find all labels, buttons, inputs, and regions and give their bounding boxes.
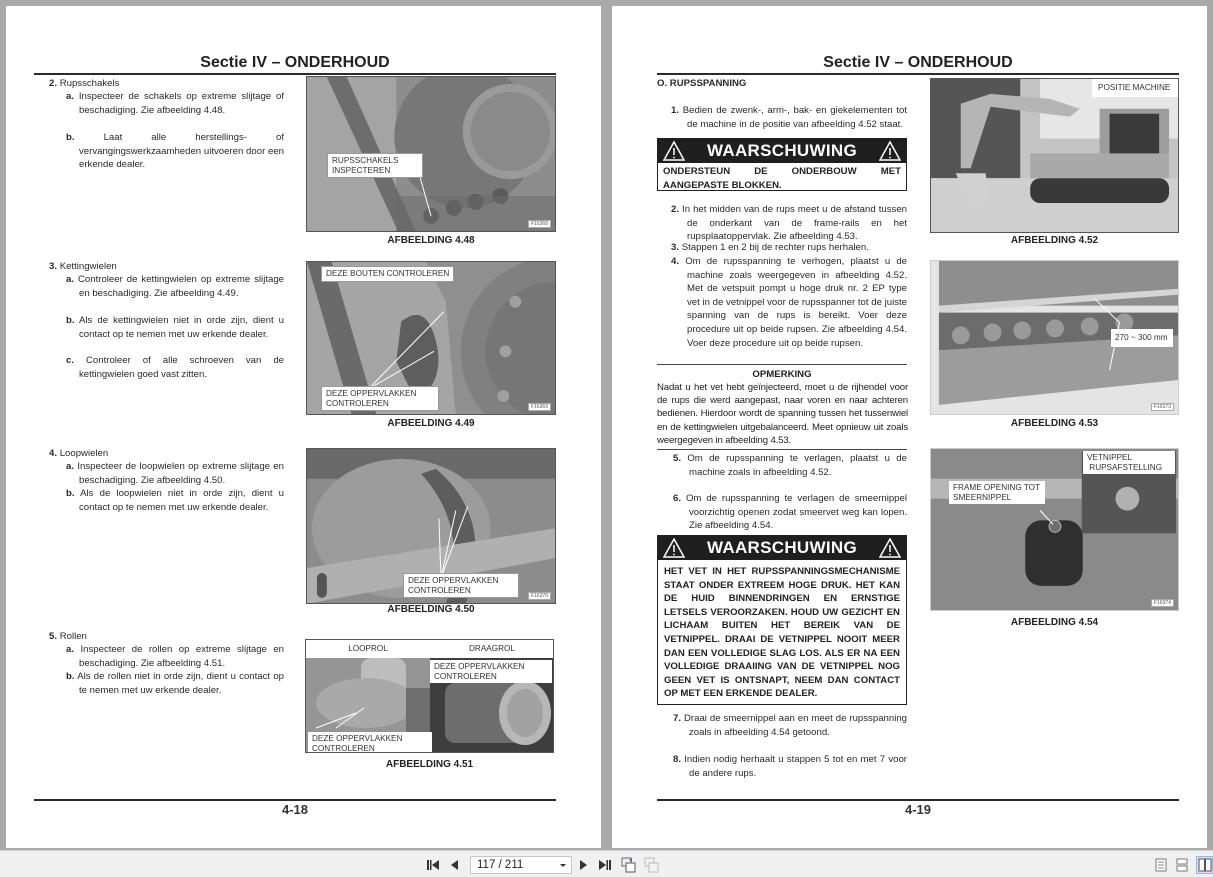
next-page-icon — [579, 859, 589, 871]
warning-box — [657, 535, 907, 705]
page-number: 4-19 — [904, 802, 932, 817]
item-heading: 4. Loopwielen — [49, 448, 109, 459]
note-title: OPMERKING — [752, 369, 812, 380]
figure-track-measurement — [930, 260, 1179, 415]
step-item: 4. Om de rupsspanning te verhogen, plaatst u de machine zoals weergegeven in afbeelding 4.52. Met de vetspuit pompt u hoge druk nr. 2 EP type vet in de vetnippel voor de rupsspanner tot de juiste spanning van de rups is bereikt. Voer deze procedure uit op beide rupsen. Zie afbeelding 4.54. Voer deze procedure uit op beide rupsen. — [671, 256, 907, 349]
rotate-view-button[interactable] — [621, 857, 637, 873]
header-rule — [34, 73, 556, 75]
document-page-left — [6, 6, 601, 848]
figure-callout: DEZE OPPERVLAKKEN CONTROLEREN — [403, 573, 519, 598]
facing-pages-view-icon — [1198, 858, 1212, 872]
step-item: 6. Om de rupsspanning te verlagen de smeernippel voorzichtig openen zodat smeervet weg kan lopen. Zie afbeelding 4.54. — [673, 493, 907, 532]
list-item: c. Controleer of alle schroeven van de kettingwielen goed vast zitten. — [66, 355, 284, 380]
section-title: Sectie IV – ONDERHOUD — [200, 54, 390, 71]
warning-title: WAARSCHUWING — [707, 141, 857, 160]
first-page-icon — [427, 859, 439, 871]
item-heading: 5. Rollen — [49, 631, 87, 642]
warning-box — [657, 138, 907, 191]
figure-sprockets — [306, 261, 556, 415]
page-number-select[interactable] — [470, 856, 572, 874]
figure-caption: AFBEELDING 4.48 — [387, 235, 475, 246]
header-rule — [657, 73, 1179, 75]
footer-rule — [34, 799, 556, 801]
figure-header-looprol: LOOPROL — [348, 644, 388, 653]
previous-page-button[interactable] — [448, 857, 460, 873]
measurement-label: 270 ~ 300 mm — [1111, 329, 1173, 347]
figure-caption: AFBEELDING 4.54 — [1010, 617, 1099, 628]
figure-caption: AFBEELDING 4.50 — [387, 604, 475, 615]
warning-header — [658, 139, 906, 163]
continuous-view-icon — [1176, 858, 1188, 872]
first-page-button[interactable] — [426, 857, 440, 873]
list-item: a. Controleer de kettingwielen op extreme slijtage en beschadiging. Zie afbeelding 4.49. — [66, 274, 284, 299]
list-item: a. Inspecteer de rollen op extreme slijtage en beschadiging. Zie afbeelding 4.51. — [66, 644, 284, 669]
figure-caption: AFBEELDING 4.52 — [1010, 235, 1099, 246]
figure-track-wheels — [306, 448, 556, 604]
warning-text: ONDERSTEUN DE ONDERBOUW MET AANGEPASTE BLOKKEN. — [663, 166, 901, 191]
viewer-toolbar — [0, 850, 1213, 877]
figure-id: F16374 — [1151, 599, 1174, 607]
document-page-right — [612, 6, 1207, 848]
figure-rollers — [305, 639, 554, 753]
figure-callout: RUPSSCHAKELS INSPECTEREN — [327, 153, 423, 178]
last-page-button[interactable] — [598, 857, 612, 873]
item-heading: 2. Rupsschakels — [49, 78, 120, 89]
note-text: Nadat u het vet hebt geïnjecteerd, moet u de rijhendel voor de rups die werd aangepast, naar voren en naar achteren bedienen. Hierdoor wordt de spanning tussen het tussenwiel en de kettingwielen uitgebalanceerd. Meet opnieuw uit zoals weergegeven in afbeelding 4.53. — [657, 382, 908, 446]
step-item: 1. Bedien de zwenk-, arm-, bak- en giekelementen tot de machine in de positie van afbeelding 4.52 staat. — [671, 105, 907, 130]
dropdown-caret-icon — [560, 864, 566, 867]
single-page-view-button[interactable] — [1154, 857, 1168, 873]
step-item: 3. Stappen 1 en 2 bij de rechter rups herhalen. — [671, 242, 869, 253]
list-item: b. Laat alle herstellings- of vervangingswerkzaamheden uitvoeren door een erkende dealer. — [66, 132, 285, 171]
figure-id: F16373 — [1151, 403, 1174, 411]
figure-callout: DEZE BOUTEN CONTROLEREN — [321, 266, 454, 282]
item-heading: 3. Kettingwielen — [49, 261, 117, 272]
warning-triangle-icon — [879, 538, 901, 558]
list-item: a. Inspecteer de loopwielen op extreme slijtage en beschadiging. Zie afbeelding 4.50. — [66, 461, 284, 486]
figure-caption: AFBEELDING 4.51 — [385, 759, 474, 770]
warning-triangle-icon — [879, 141, 901, 161]
note-rule-top — [657, 364, 907, 365]
rotate-back-button[interactable] — [644, 857, 660, 873]
step-item: 7. Draai de smeernippel aan en meet de rupsspanning zoals in afbeelding 4.54 getoond. — [673, 713, 907, 738]
warning-header — [658, 536, 906, 560]
step-item: 5. Om de rupsspanning te verlagen, plaatst u de machine zoals in afbeelding 4.52. — [673, 453, 907, 478]
figure-caption: AFBEELDING 4.53 — [1010, 418, 1099, 429]
list-item: a. Inspecteer de schakels op extreme slijtage of beschadiging. Zie afbeelding 4.48. — [66, 91, 284, 116]
warning-triangle-icon — [663, 538, 685, 558]
figure-callout: VETNIPPEL RUPSAFSTELLING — [1083, 451, 1175, 474]
excavator-photo — [931, 79, 1178, 233]
previous-page-icon — [449, 859, 459, 871]
warning-triangle-icon — [663, 141, 685, 161]
warning-title: WAARSCHUWING — [707, 538, 857, 557]
rotate-back-icon — [644, 857, 660, 873]
step-item: 8. Indien nodig herhaalt u stappen 5 tot en met 7 voor de andere rups. — [673, 754, 907, 779]
figure-callout: DEZE OPPERVLAKKEN CONTROLEREN — [308, 732, 432, 753]
list-item: b. Als de kettingwielen niet in orde zijn, dient u contact op te nemen met uw erkende dealer. — [66, 315, 285, 340]
note-rule-bottom — [657, 449, 907, 450]
list-item: b. Als de loopwielen niet in orde zijn, dient u contact op te nemen met uw erkende dealer. — [66, 488, 284, 513]
figure-caption: AFBEELDING 4.49 — [387, 418, 475, 429]
single-page-view-icon — [1155, 858, 1167, 872]
figure-id: F16369 — [528, 403, 551, 411]
footer-rule — [657, 799, 1179, 801]
list-item: b. Als de rollen niet in orde zijn, dient u contact op te nemen met uw erkende dealer. — [66, 671, 285, 696]
section-title: Sectie IV – ONDERHOUD — [823, 54, 1013, 71]
rotate-view-icon — [621, 857, 637, 873]
next-page-button[interactable] — [578, 857, 590, 873]
page-number: 4-18 — [281, 802, 309, 817]
figure-grease-nipple — [930, 448, 1179, 611]
figure-callout: DEZE OPPERVLAKKEN CONTROLEREN — [321, 386, 439, 411]
last-page-icon — [599, 859, 611, 871]
facing-pages-view-button[interactable] — [1196, 856, 1213, 874]
step-item: 2. In het midden van de rups meet u de afstand tussen de onderkant van de frame-rails en het rupsplaatoppervlak. Zie afbeelding 4.53. — [671, 204, 907, 243]
figure-track-links — [306, 76, 556, 232]
figure-header-draagrol: DRAAGROL — [469, 644, 515, 653]
continuous-view-button[interactable] — [1175, 857, 1189, 873]
page-indicator: 117 / 211 — [477, 859, 524, 871]
figure-machine-position — [930, 78, 1179, 233]
figure-id: F16368 — [528, 220, 551, 228]
warning-text: HET VET IN HET RUPSSPANNINGSMECHANISME STAAT ONDER EXTREEM HOGE DRUK. HET KAN DE HUID BINNENDRINGEN EN ERNSTIGE LETSELS VEROORZAKEN. HOUD UW GEZICHT EN LICHAAM BUITEN HET BEREIK VAN DE VETNIPPEL. DRAAI DE VETNIPPEL NOOIT MEER DAN EEN VOLLEDIGE SLAG LOS. ALS ER NA EEN VOLLEDIGE DRAAIING VAN DE VETNIPPEL NOG GEEN VET IS ONTSNAPT, NEEM DAN CONTACT OP MET EEN ERKENDE DEALER. — [664, 566, 900, 700]
subsection-heading: O. RUPSSPANNING — [657, 78, 747, 89]
figure-id: F16370 — [528, 592, 551, 600]
figure-callout: DEZE OPPERVLAKKEN CONTROLEREN — [430, 660, 552, 683]
figure-callout: POSITIE MACHINE — [1092, 79, 1178, 97]
figure-callout: FRAME OPENING TOT SMEERNIPPEL — [949, 481, 1045, 504]
